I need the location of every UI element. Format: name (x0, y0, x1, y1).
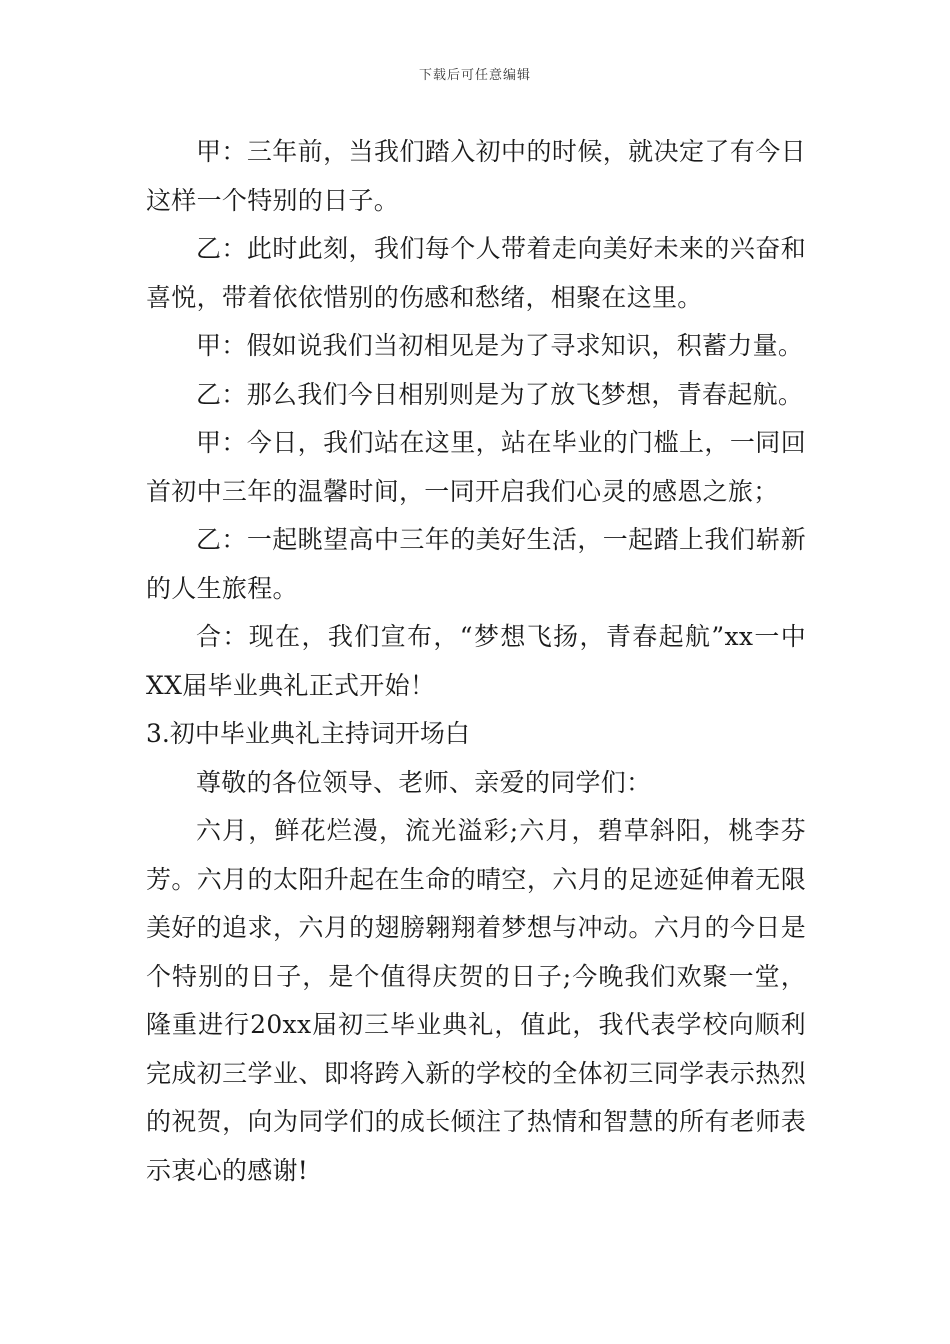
page-header: 下载后可任意编辑 (418, 68, 531, 83)
section-body-paragraph: 六月，鲜花烂漫，流光溢彩;六月，碧草斜阳，桃李芬芳。六月的太阳升起在生命的晴空，六月的足迹延伸着无限美好的追求，六月的翅膀翱翔着梦想与冲动。六月的今日是个特别的日子，是个值得庆贺的日子;今晚我们欢聚一堂，隆重进行20xx届初三毕业典礼，值此，我代表学校向顺利完成初三学业、即将跨入新的学校的全体初三同学表示热烈的祝贺，向为同学们的成长倾注了热情和智慧的所有老师表示衷心的感谢! (146, 816, 806, 1185)
dialogue-paragraph-2: 乙：此时此刻，我们每个人带着走向美好未来的兴奋和喜悦，带着依依惜别的伤感和愁绪，相聚在这里。 (146, 234, 806, 312)
section-greeting: 尊敬的各位领导、老师、亲爱的同学们： (196, 767, 652, 797)
dialogue-paragraph-1: 甲：三年前，当我们踏入初中的时候，就决定了有今日这样一个特别的日子。 (146, 137, 806, 215)
dialogue-paragraph-7: 合：现在，我们宣布，“梦想飞扬，青春起航”xx一中XX届毕业典礼正式开始！ (146, 622, 806, 700)
document-body (146, 128, 806, 1195)
dialogue-paragraph-6: 乙：一起眺望高中三年的美好生活，一起踏上我们崭新的人生旅程。 (146, 525, 806, 603)
section-heading: 3.初中毕业典礼主持词开场白 (146, 719, 470, 748)
dialogue-paragraph-4: 乙：那么我们今日相别则是为了放飞梦想，青春起航。 (196, 379, 804, 409)
dialogue-paragraph-5: 甲：今日，我们站在这里，站在毕业的门槛上，一同回首初中三年的温馨时间，一同开启我们心灵的感恩之旅； (146, 428, 806, 506)
dialogue-paragraph-3: 甲：假如说我们当初相见是为了寻求知识，积蓄力量。 (196, 331, 804, 360)
